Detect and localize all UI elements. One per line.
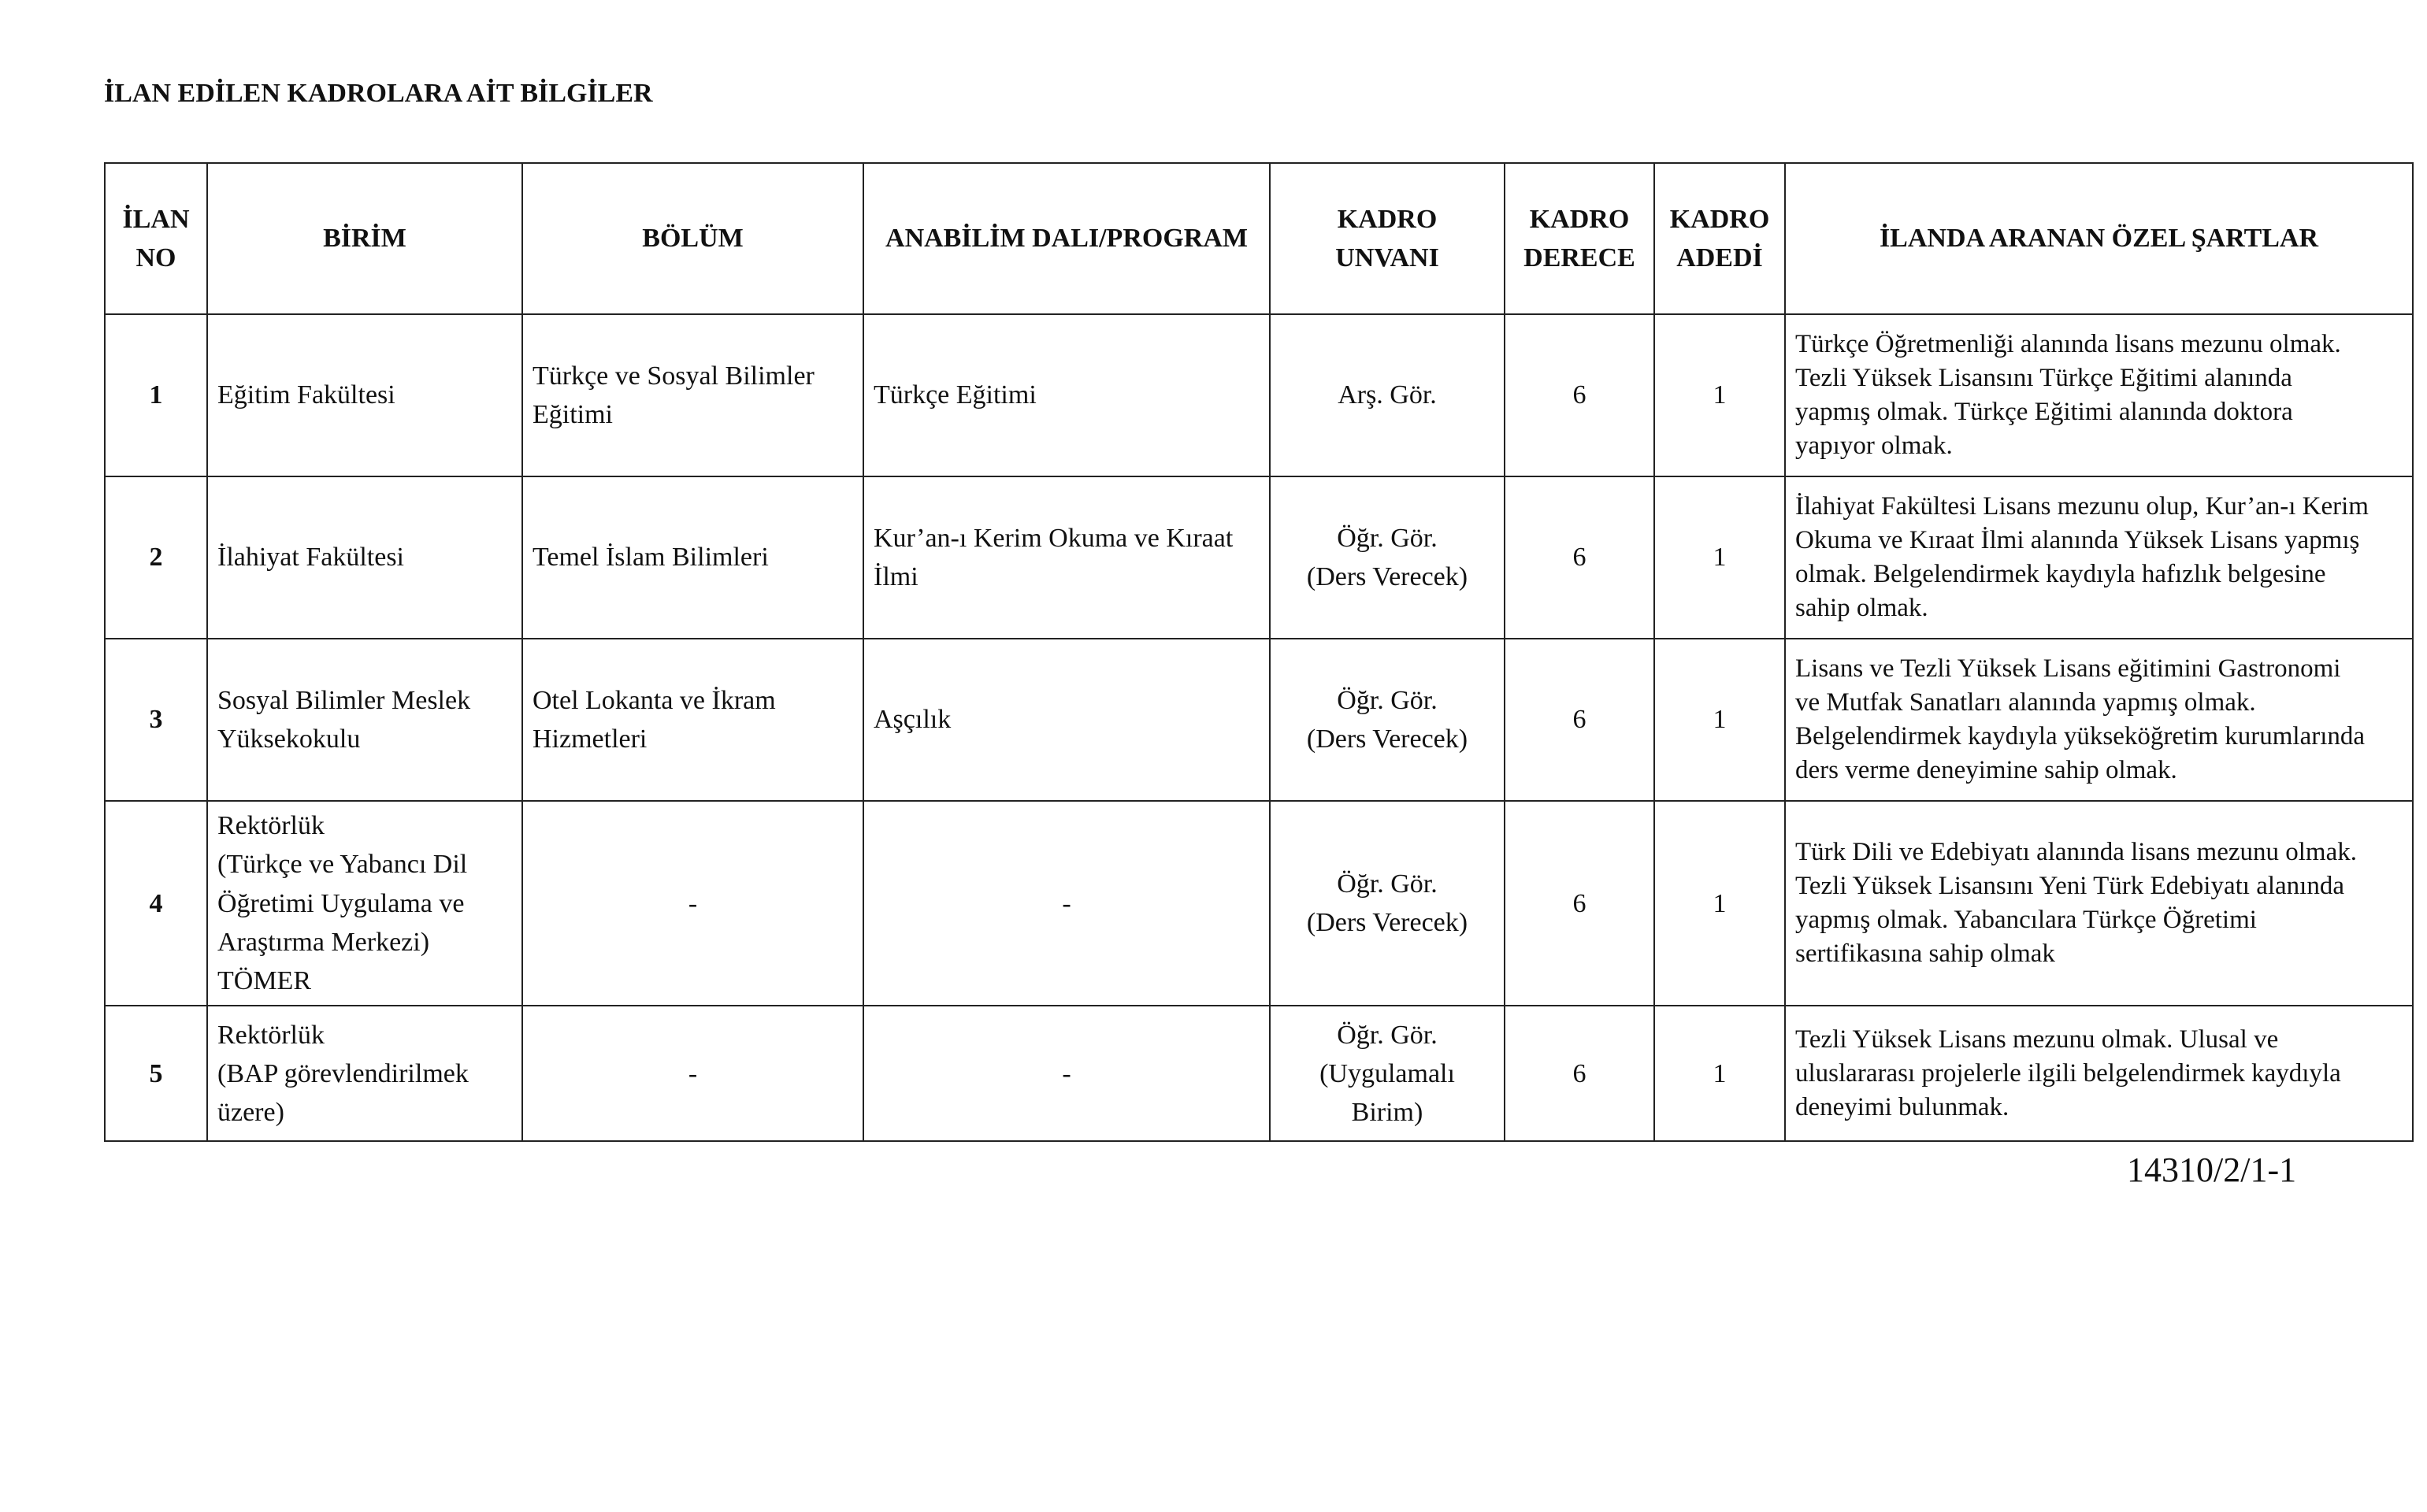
cell-kadro-adedi: 1: [1654, 476, 1785, 639]
cell-anabilim: -: [863, 1006, 1270, 1141]
header-anabilim: ANABİLİM DALI/PROGRAM: [863, 163, 1270, 314]
header-kadro-derece: KADRO DERECE: [1505, 163, 1654, 314]
cell-ozel-sartlar: Türk Dili ve Edebiyatı alanında lisans mezunu olmak. Tezli Yüksek Lisansını Yeni Türk Edebiyatı alanında yapmış olmak. Yabancılara Türkçe Öğretimi sertifikasına sahip olmak: [1785, 801, 2413, 1006]
cell-kadro-unvani: Arş. Gör.: [1270, 314, 1505, 476]
cell-kadro-adedi: 1: [1654, 314, 1785, 476]
cell-kadro-adedi: 1: [1654, 801, 1785, 1006]
cell-kadro-unvani: Öğr. Gör. (Ders Verecek): [1270, 639, 1505, 801]
cell-ilan-no: 3: [105, 639, 207, 801]
table-row: [105, 1006, 2413, 1141]
header-ozel-sartlar: İLANDA ARANAN ÖZEL ŞARTLAR: [1785, 163, 2413, 314]
cell-birim: Rektörlük (BAP görevlendirilmek üzere): [207, 1006, 522, 1141]
cell-anabilim: Aşçılık: [863, 639, 1270, 801]
cell-bolum: Otel Lokanta ve İkram Hizmetleri: [522, 639, 863, 801]
cell-kadro-derece: 6: [1505, 1006, 1654, 1141]
cell-bolum: Temel İslam Bilimleri: [522, 476, 863, 639]
cell-ozel-sartlar: Türkçe Öğretmenliği alanında lisans mezunu olmak. Tezli Yüksek Lisansını Türkçe Eğitimi alanında yapmış olmak. Türkçe Eğitimi alanında doktora yapıyor olmak.: [1785, 314, 2413, 476]
cell-ozel-sartlar: Tezli Yüksek Lisans mezunu olmak. Ulusal ve uluslararası projelerle ilgili belgelendirmek kaydıyla deneyimi bulunmak.: [1785, 1006, 2413, 1141]
header-birim: BİRİM: [207, 163, 522, 314]
cell-birim: İlahiyat Fakültesi: [207, 476, 522, 639]
table-row: [105, 639, 2413, 801]
cell-ilan-no: 2: [105, 476, 207, 639]
cell-ilan-no: 1: [105, 314, 207, 476]
document-reference-code: 14310/2/1-1: [2127, 1151, 2297, 1189]
cell-anabilim: Türkçe Eğitimi: [863, 314, 1270, 476]
cell-anabilim: -: [863, 801, 1270, 1006]
cell-birim: Eğitim Fakültesi: [207, 314, 522, 476]
cell-bolum: -: [522, 1006, 863, 1141]
cell-birim: Rektörlük (Türkçe ve Yabancı Dil Öğretimi Uygulama ve Araştırma Merkezi) TÖMER: [207, 801, 522, 1006]
document-title: İLAN EDİLEN KADROLARA AİT BİLGİLER: [104, 79, 653, 108]
cell-kadro-adedi: 1: [1654, 1006, 1785, 1141]
header-kadro-adedi: KADRO ADEDİ: [1654, 163, 1785, 314]
cell-bolum: Türkçe ve Sosyal Bilimler Eğitimi: [522, 314, 863, 476]
cell-birim: Sosyal Bilimler Meslek Yüksekokulu: [207, 639, 522, 801]
table-header-row: [105, 163, 2413, 314]
cell-kadro-unvani: Öğr. Gör. (Uygulamalı Birim): [1270, 1006, 1505, 1141]
positions-table: [104, 162, 2414, 1142]
cell-kadro-adedi: 1: [1654, 639, 1785, 801]
table-row: [105, 314, 2413, 476]
cell-ilan-no: 5: [105, 1006, 207, 1141]
header-kadro-unvani: KADRO UNVANI: [1270, 163, 1505, 314]
header-bolum: BÖLÜM: [522, 163, 863, 314]
cell-ozel-sartlar: İlahiyat Fakültesi Lisans mezunu olup, Kur’an-ı Kerim Okuma ve Kıraat İlmi alanında Yüksek Lisans yapmış olmak. Belgelendirmek kaydıyla hafızlık belgesine sahip olmak.: [1785, 476, 2413, 639]
cell-ilan-no: 4: [105, 801, 207, 1006]
cell-kadro-unvani: Öğr. Gör. (Ders Verecek): [1270, 801, 1505, 1006]
header-ilan-no: İLAN NO: [105, 163, 207, 314]
cell-ozel-sartlar: Lisans ve Tezli Yüksek Lisans eğitimini Gastronomi ve Mutfak Sanatları alanında yapmış olmak. Belgelendirmek kaydıyla yükseköğretim kurumlarında ders verme deneyimine sahip olmak.: [1785, 639, 2413, 801]
cell-kadro-derece: 6: [1505, 801, 1654, 1006]
cell-kadro-derece: 6: [1505, 476, 1654, 639]
cell-kadro-unvani: Öğr. Gör. (Ders Verecek): [1270, 476, 1505, 639]
table-row: [105, 476, 2413, 639]
cell-bolum: -: [522, 801, 863, 1006]
table-row: [105, 801, 2413, 1006]
cell-kadro-derece: 6: [1505, 639, 1654, 801]
cell-anabilim: Kur’an-ı Kerim Okuma ve Kıraat İlmi: [863, 476, 1270, 639]
cell-kadro-derece: 6: [1505, 314, 1654, 476]
